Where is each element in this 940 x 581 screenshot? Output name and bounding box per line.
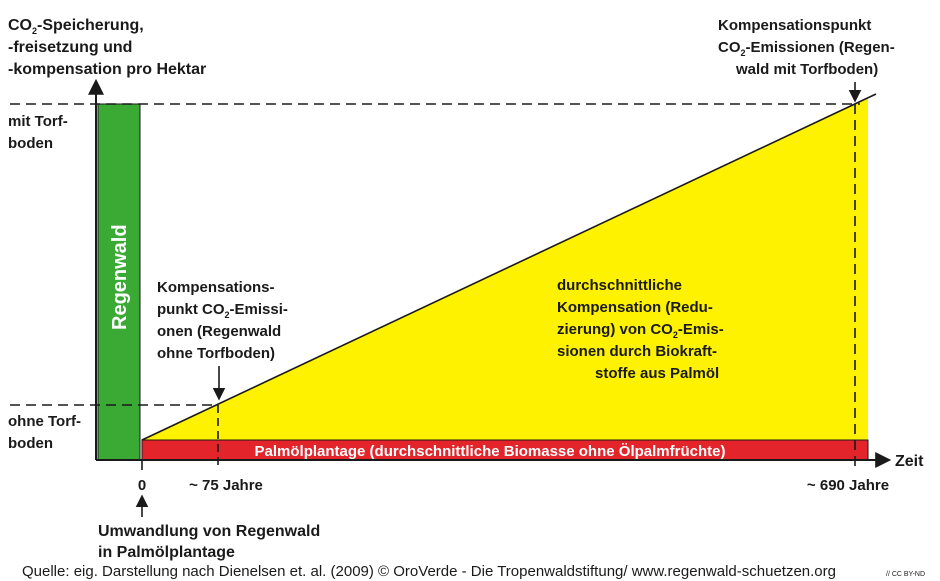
comp75-line2: punkt $CO_2-Emissi-$: [157, 301, 288, 320]
palmoel-label: Palmölplantage (durchschnittliche Biomasse ohne Ölpalmfrüchte): [254, 443, 726, 460]
area-text-line5: stoffe aus Palmöl: [595, 365, 720, 382]
area-text-line3: zierung) von $CO_2-Emis-$: [557, 321, 724, 340]
tick-zero-label: 0: [137, 477, 147, 494]
regenwald-label: Regenwald: [109, 224, 131, 330]
origin-note-line2: in Palmölplantage: [98, 544, 235, 561]
comp75-line1: Kompensations-: [157, 279, 275, 296]
comp75-line4: ohne Torfboden): [157, 345, 276, 362]
y-axis-title-line1: $CO_2$-Speicherung,: [8, 17, 144, 36]
level-low-line2: boden: [8, 435, 53, 452]
origin-note-line1: Umwandlung von Regenwald: [98, 523, 321, 540]
comp690-line3: wald mit Torfboden): [736, 61, 879, 78]
y-axis-title-line2: -freisetzung und: [8, 39, 133, 56]
area-text-line4: sionen durch Biokraft-: [557, 343, 718, 360]
area-text-line2: Kompensation (Redu-: [557, 299, 713, 316]
level-high-line2: boden: [8, 135, 53, 152]
license-note: // CC BY-ND: [886, 571, 926, 578]
source-credit: Quelle: eig. Darstellung nach Dienelsen et. al. (2009) © OroVerde - Die Tropenwaldstiftung/ www.regenwald-schuetzen.org: [22, 563, 836, 580]
tick-75-label: ~ 75 Jahre: [189, 477, 263, 494]
level-high-line1: mit Torf-: [8, 113, 68, 130]
y-axis-title-line3: -kompensation pro Hektar: [8, 61, 207, 78]
x-axis-label: Zeit: [895, 453, 924, 470]
comp690-line2: $CO_2$-Emissionen (Regen-: [718, 39, 895, 58]
compensation-area: [142, 98, 868, 452]
area-text-line1: durchschnittliche: [557, 277, 683, 294]
comp75-line3: onen (Regenwald: [157, 323, 282, 340]
comp690-line1: Kompensationspunkt: [718, 17, 872, 34]
level-low-line1: ohne Torf-: [8, 413, 82, 430]
tick-690-label: ~ 690 Jahre: [806, 477, 890, 494]
